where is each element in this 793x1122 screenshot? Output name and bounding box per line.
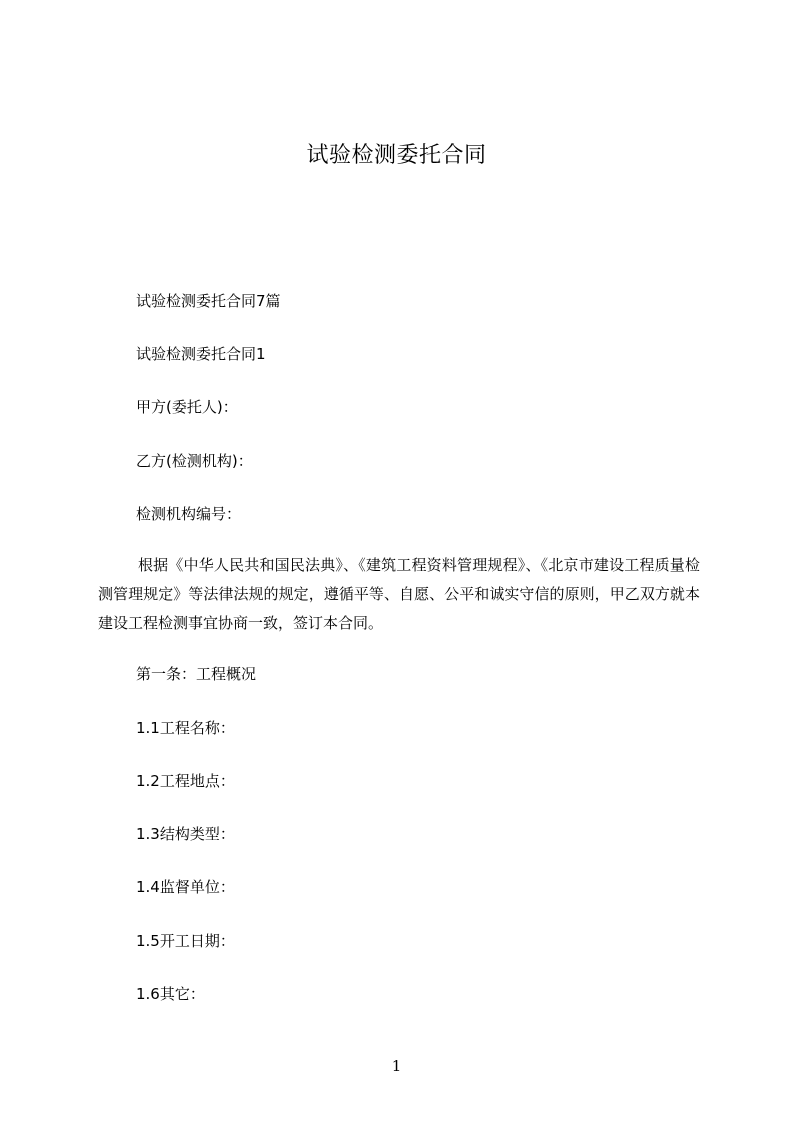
party-a-label: 甲方(委托人)： [136,398,238,416]
page-number: 1 [391,1057,402,1075]
item-project-location: 1.2工程地点： [136,772,235,790]
item-project-name: 1.1工程名称： [136,719,235,737]
item-structure-type: 1.3结构类型： [136,825,235,843]
item-supervision-unit: 1.4监督单位： [136,878,235,896]
item-start-date: 1.5开工日期： [136,932,235,950]
party-b-label: 乙方(检测机构)： [136,452,253,470]
item-other: 1.6其它： [136,985,205,1003]
article-1-heading: 第一条：工程概况 [136,665,257,683]
document-subtitle: 试验检测委托合同7篇 [136,292,281,310]
preamble-paragraph: 根据《中华人民共和国民法典》、《建筑工程资料管理规程》、《北京市建设工程质量检测管理规定》等法律法规的规定，遵循平等、自愿、公平和诚实守信的原则，甲乙双方就本建设工程检测事宜协商一致，签订本合同。 [98,556,700,632]
document-title: 试验检测委托合同 [306,143,487,168]
section-heading: 试验检测委托合同1 [136,345,266,363]
institution-number-label: 检测机构编号： [136,505,242,523]
